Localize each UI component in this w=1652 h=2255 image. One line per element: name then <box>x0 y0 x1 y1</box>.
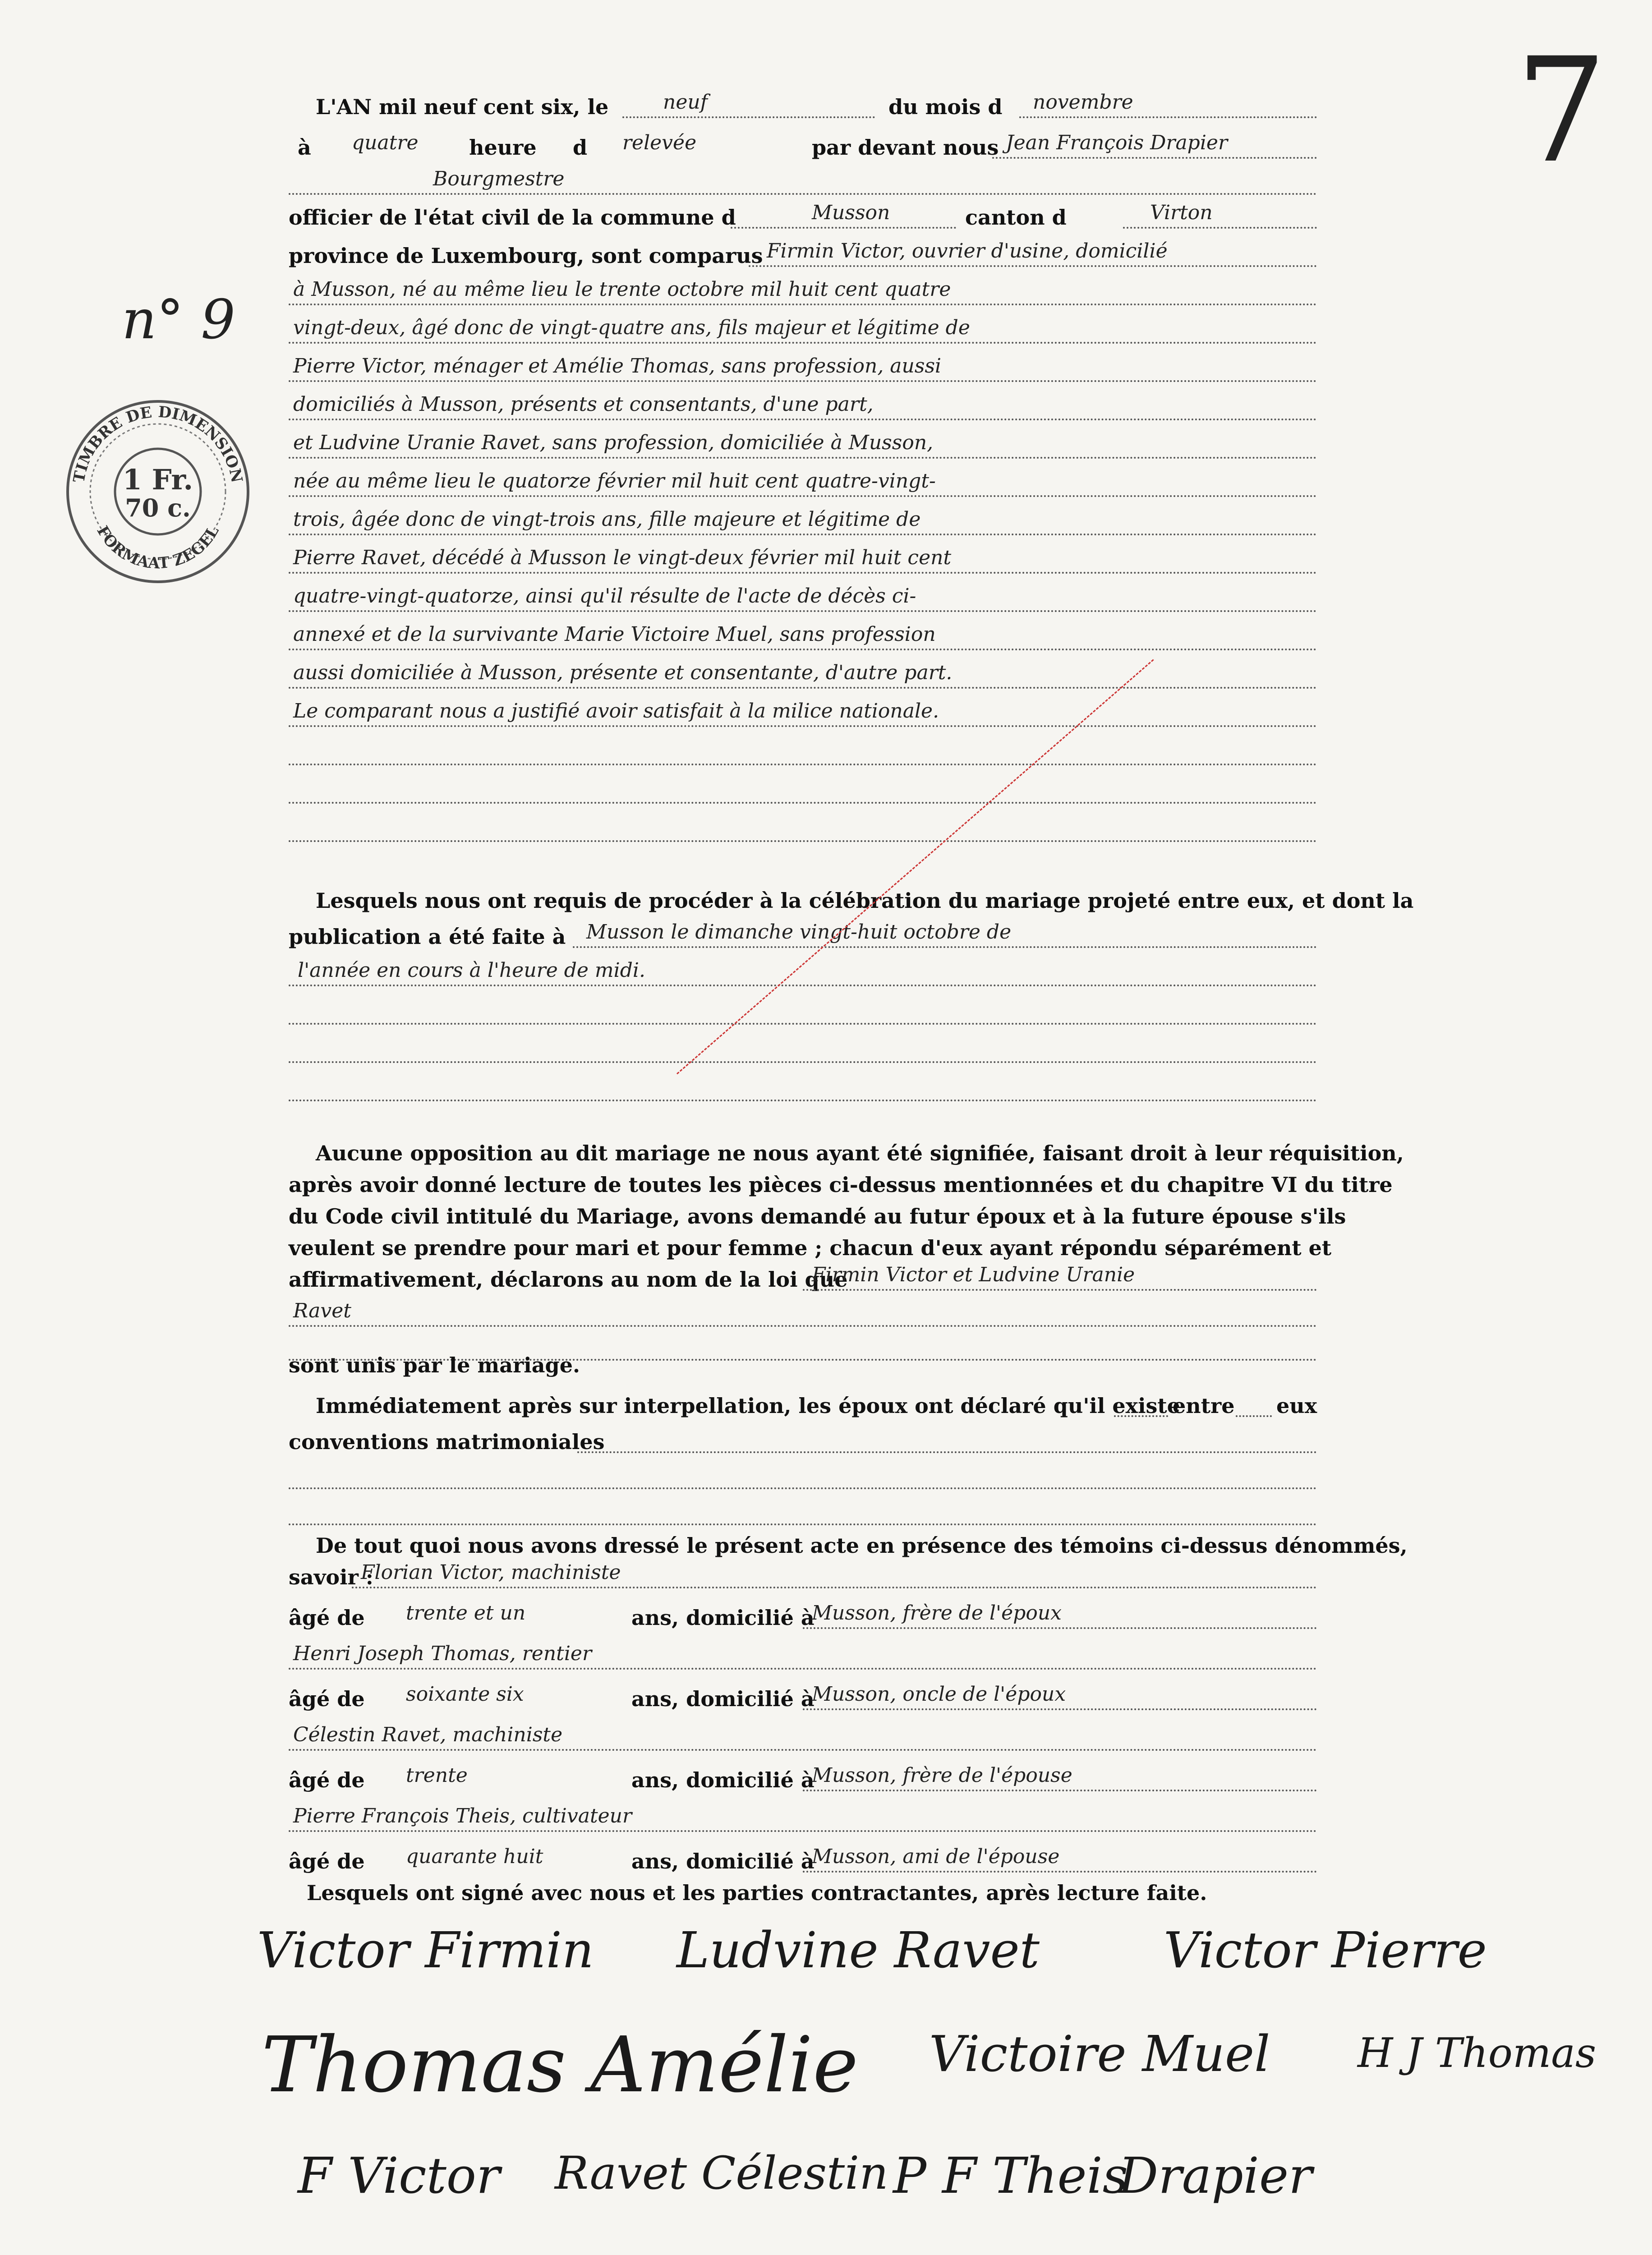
witness-3-age-label: âgé de <box>289 1768 365 1792</box>
conventions-entre: entre <box>1173 1394 1235 1418</box>
witness-2-age: soixante six <box>406 1683 524 1706</box>
publication-text-1: Lesquels nous ont requis de procéder à la célébration du mariage projeté entre eux, et dont la <box>316 888 1414 913</box>
closing-text: Lesquels ont signé avec nous et les parties contractantes, après lecture faite. <box>307 1881 1207 1905</box>
opposition-line-3: du Code civil intitulé du Mariage, avons demandé au futur époux et à la future épouse s'ils <box>289 1204 1346 1229</box>
witness-4-ans-label: ans, domicilié à <box>631 1849 814 1873</box>
body-line-11: aussi domiciliée à Musson, présente et consentante, d'autre part. <box>293 661 953 684</box>
witness-2-name: Henri Joseph Thomas, rentier <box>293 1642 592 1665</box>
opposition-line-4: veulent se prendre pour mari et pour femme ; chacun d'eux ayant répondu séparément et <box>289 1236 1332 1260</box>
stamp-top-text: TIMBRE DE DIMENSION <box>70 403 246 484</box>
header-period: relevée <box>622 131 697 154</box>
signature-3: Victor Pierre <box>1164 1921 1487 1979</box>
tax-stamp <box>63 397 253 586</box>
body-line-10: annexé et de la survivante Marie Victoire Muel, sans profession <box>293 623 936 646</box>
header-an: L'AN mil neuf cent six, le <box>316 95 609 119</box>
witness-3-age: trente <box>406 1764 468 1787</box>
publication-text-2: publication a été faite à <box>289 925 566 949</box>
witness-4-age-label: âgé de <box>289 1849 365 1873</box>
header-canton: canton d <box>965 205 1067 230</box>
stamp-bottom-text: FORMAAT ZEGEL <box>93 523 223 573</box>
witness-3-name: Célestin Ravet, machiniste <box>293 1723 563 1746</box>
header-canton-name: Virton <box>1150 201 1213 224</box>
act-number: n° 9 <box>122 289 235 351</box>
header-commune: Musson <box>812 201 890 224</box>
signature-8: Ravet Célestin <box>555 2147 888 2200</box>
header-title: Bourgmestre <box>433 167 565 190</box>
opposition-line-2: après avoir donné lecture de toutes les pièces ci-dessus mentionnées et du chapitre VI du titre <box>289 1173 1393 1197</box>
witness-1-ans-label: ans, domicilié à <box>631 1606 814 1630</box>
body-line-7: trois, âgée donc de vingt-trois ans, fille majeure et légitime de <box>293 508 921 531</box>
temoins-savoir: savoir : <box>289 1565 373 1589</box>
svg-text:FORMAAT ZEGEL <box>93 523 222 572</box>
body-line-6: née au même lieu le quatorze février mil huit cent quatre-vingt- <box>293 469 936 492</box>
page-mark: 7 <box>1515 27 1607 195</box>
header-hour: quatre <box>352 131 419 154</box>
temoins-intro: De tout quoi nous avons dressé le présent acte en présence des témoins ci-dessus dénommés, <box>316 1533 1408 1558</box>
signature-4: Thomas Amélie <box>262 2020 858 2110</box>
unis-text: sont unis par le mariage. <box>289 1353 580 1377</box>
witness-1-age: trente et un <box>406 1602 526 1625</box>
header-heure: heure <box>469 135 537 160</box>
conventions-line-2: conventions matrimoniales <box>289 1430 605 1454</box>
signature-1: Victor Firmin <box>257 1921 594 1979</box>
stamp-value-1: 1 Fr. <box>122 463 193 496</box>
witness-2-ans-label: ans, domicilié à <box>631 1687 814 1711</box>
body-line-9: quatre-vingt-quatorze, ainsi qu'il résulte de l'acte de décès ci- <box>293 584 916 607</box>
opposition-line-5: affirmativement, déclarons au nom de la loi que <box>289 1267 848 1292</box>
witness-2-age-label: âgé de <box>289 1687 365 1711</box>
signature-5: Victoire Muel <box>929 2025 1270 2083</box>
body-line-1: à Musson, né au même lieu le trente octobre mil huit cent quatre <box>293 278 951 301</box>
witness-3-dom: Musson, frère de l'épouse <box>812 1764 1072 1787</box>
witness-3-ans-label: ans, domicilié à <box>631 1768 814 1792</box>
signature-7: F Victor <box>298 2147 500 2204</box>
header-day: neuf <box>663 91 708 114</box>
opposition-line-1: Aucune opposition au dit mariage ne nous ayant été signifiée, faisant droit à leur réquisition, <box>316 1141 1404 1165</box>
header-officer: Jean François Drapier <box>1006 131 1228 154</box>
opposition-hw-2: Ravet <box>293 1299 351 1322</box>
publication-hw-2: l'année en cours à l'heure de midi. <box>298 959 645 982</box>
body-line-8: Pierre Ravet, décédé à Musson le vingt-deux février mil huit cent <box>293 546 952 569</box>
signature-9: P F Theis <box>893 2147 1128 2204</box>
witness-1-age-label: âgé de <box>289 1606 365 1630</box>
header-d: d <box>573 135 588 160</box>
stamp-value-2: 70 c. <box>125 493 191 522</box>
header-month: novembre <box>1033 91 1133 114</box>
conventions-eux: eux <box>1276 1394 1317 1418</box>
body-line-4: domiciliés à Musson, présents et consentants, d'une part, <box>293 393 874 416</box>
witness-1-name: Florian Victor, machiniste <box>361 1561 621 1584</box>
witness-2-dom: Musson, oncle de l'époux <box>812 1683 1066 1706</box>
witness-4-name: Pierre François Theis, cultivateur <box>293 1804 632 1827</box>
witness-1-dom: Musson, frère de l'époux <box>812 1602 1062 1625</box>
header-par-devant: par devant nous <box>812 135 999 160</box>
header-a: à <box>298 135 311 160</box>
witness-4-age: quarante huit <box>406 1845 543 1868</box>
header-officier: officier de l'état civil de la commune d <box>289 205 736 230</box>
signature-10: Drapier <box>1118 2147 1312 2204</box>
header-parties: Firmin Victor, ouvrier d'usine, domicilié <box>767 239 1168 262</box>
body-line-2: vingt-deux, âgé donc de vingt-quatre ans, fils majeur et légitime de <box>293 316 970 339</box>
header-du-mois: du mois d <box>888 95 1003 119</box>
body-line-12: Le comparant nous a justifié avoir satisfait à la milice nationale. <box>293 700 939 723</box>
body-line-3: Pierre Victor, ménager et Amélie Thomas, sans profession, aussi <box>293 354 942 377</box>
body-line-5: et Ludvine Uranie Ravet, sans profession, domiciliée à Musson, <box>293 431 934 454</box>
conventions-line-1: Immédiatement après sur interpellation, les époux ont déclaré qu'il existe <box>316 1394 1180 1418</box>
witness-4-dom: Musson, ami de l'épouse <box>812 1845 1060 1868</box>
signature-2: Ludvine Ravet <box>676 1921 1040 1979</box>
header-province: province de Luxembourg, sont comparus <box>289 244 763 268</box>
publication-hw-1: Musson le dimanche vingt-huit octobre de <box>586 920 1012 943</box>
opposition-hw-1: Firmin Victor et Ludvine Uranie <box>812 1263 1135 1286</box>
signature-6: H J Thomas <box>1357 2030 1597 2077</box>
